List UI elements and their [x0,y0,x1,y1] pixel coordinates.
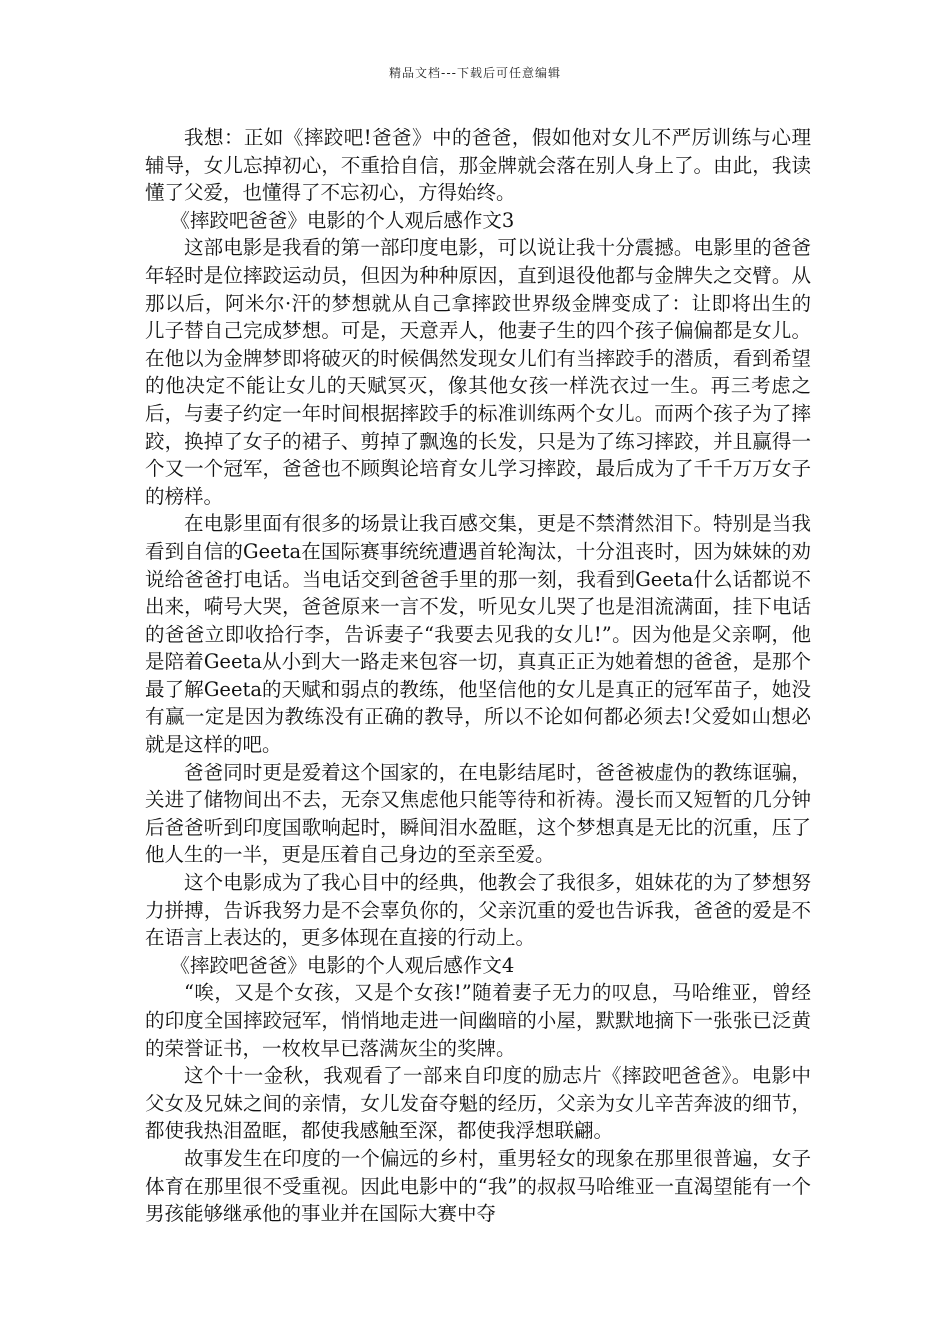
paragraph: 这个十一金秋，我观看了一部来自印度的励志片《摔跤吧爸爸》。电影中父女及兄妹之间的亲情，女儿发奋夺魁的经历，父亲为女儿辛苦奔波的细节，都使我热泪盈眶，都使我感触至深，都使我浮想联翩。 [145,1064,811,1143]
paragraph: 爸爸同时更是爱着这个国家的，在电影结尾时，爸爸被虚伪的教练诓骗，关进了储物间出不去，无奈又焦虑他只能等待和祈祷。漫长而又短暂的几分钟后爸爸听到印度国歌响起时，瞬间泪水盈眶，这个梦想真是无比的沉重，压了他人生的一半，更是压着自己身边的至亲至爱。 [145,760,811,867]
paragraph: “唉，又是个女孩，又是个女孩!”随着妻子无力的叹息，马哈维亚，曾经的印度全国摔跤冠军，悄悄地走进一间幽暗的小屋，默默地摘下一张张已泛黄的荣誉证书，一枚枚早已落满灰尘的奖牌。 [145,981,811,1060]
document-body [145,124,811,1228]
paragraph: 在电影里面有很多的场景让我百感交集，更是不禁潸然泪下。特别是当我看到自信的Geeta在国际赛事统统遭遇首轮淘汰，十分沮丧时，因为妹妹的劝说给爸爸打电话。当电话交到爸爸手里的那一刻，我看到Geeta什么话都说不出来，嗬号大哭，爸爸原来一言不发，听见女儿哭了也是泪流满面，挂下电话的爸爸立即收拾行李，告诉妻子“我要去见我的女儿!”。因为他是父亲啊，他是陪着Geeta从小到大一路走来包容一切，真真正正为她着想的爸爸，是那个最了解Geeta的天赋和弱点的教练，他坚信他的女儿是真正的冠军苗子，她没有赢一定是因为教练没有正确的教导，所以不论如何都必须去!父爱如山想必就是这样的吧。 [145,512,811,757]
paragraph: 这部电影是我看的第一部印度电影，可以说让我十分震撼。电影里的爸爸年轻时是位摔跤运动员，但因为种种原因，直到退役他都与金牌失之交臂。从那以后，阿米尔·汗的梦想就从自己拿摔跤世界级金牌变成了：让即将出生的儿子替自己完成梦想。可是，天意弄人，他妻子生的四个孩子偏偏都是女儿。在他以为金牌梦即将破灭的时候偶然发现女儿们有当摔跤手的潜质，看到希望的他决定不能让女儿的天赋冥灭，像其他女孩一样洗衣过一生。再三考虑之后，与妻子约定一年时间根据摔跤手的标准训练两个女儿。而两个孩子为了摔跤，换掉了女子的裙子、剪掉了飘逸的长发，只是为了练习摔跤，并且赢得一个又一个冠军，爸爸也不顾舆论培育女儿学习摔跤，最后成为了千千万万女子的榜样。 [145,236,811,508]
page-header: 精品文档---下载后可任意编辑 [389,66,561,80]
paragraph: 我想：正如《摔跤吧!爸爸》中的爸爸，假如他对女儿不严厉训练与心理辅导，女儿忘掉初心，不重拾自信，那金牌就会落在别人身上了。由此，我读懂了父爱，也懂得了不忘初心，方得始终。 [145,126,811,205]
paragraph: 故事发生在印度的一个偏远的乡村，重男轻女的现象在那里很普遍，女子体育在那里很不受重视。因此电影中的“我”的叔叔马哈维亚一直渴望能有一个男孩能够继承他的事业并在国际大赛中夺 [145,1146,811,1226]
section-heading: 《摔跤吧爸爸》电影的个人观后感作文4 [170,953,515,977]
paragraph: 这个电影成为了我心目中的经典，他教会了我很多，姐妹花的为了梦想努力拼搏，告诉我努力是不会辜负你的，父亲沉重的爱也告诉我，爸爸的爱是不在语言上表达的，更多体现在直接的行动上。 [145,871,811,950]
section-heading: 《摔跤吧爸爸》电影的个人观后感作文3 [170,208,515,232]
